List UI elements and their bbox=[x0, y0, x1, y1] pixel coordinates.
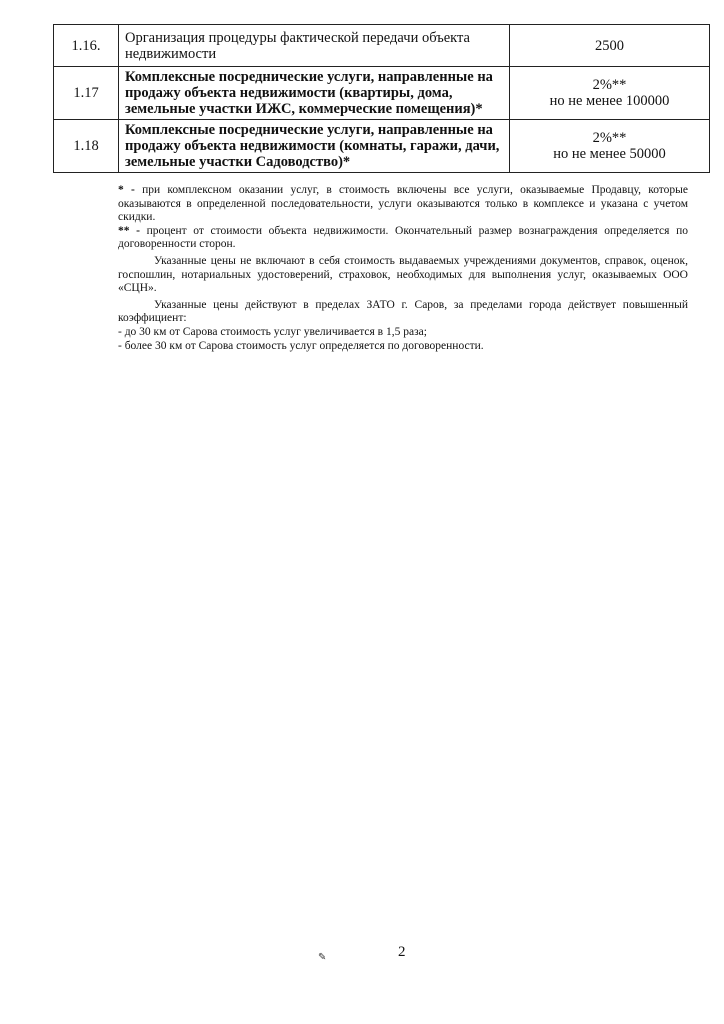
row-number: 1.18 bbox=[54, 120, 119, 173]
service-description: Комплексные посреднические услуги, направленные на продажу объекта недвижимости (комнаты, гаражи, дачи, земельные участки Садоводство)* bbox=[119, 120, 510, 173]
price-minimum: но не менее 100000 bbox=[549, 93, 670, 109]
price-minimum: но не менее 50000 bbox=[553, 146, 666, 162]
price-table bbox=[53, 24, 710, 173]
prices-exclusions-paragraph: Указанные цены не включают в себя стоимость выдаваемых учреждениями документов, справок, оценок, госпошлин, нотариальных удостоверений, страховок, необходимых для выполнения услуг, оказываемых ООО «СЦН». bbox=[118, 254, 688, 295]
price-value: 2%** bbox=[592, 130, 627, 146]
price-value: 2500 bbox=[595, 37, 624, 54]
prices-region-paragraph: Указанные цены действуют в пределах ЗАТО г. Саров, за пределами города действует повышенный коэффициент: bbox=[118, 298, 688, 325]
footnote-text: процент от стоимости объекта недвижимости. Окончательный размер вознаграждения определяется по договоренности сторон. bbox=[118, 224, 688, 251]
price-value: 2%** bbox=[592, 77, 627, 93]
coefficient-item: - более 30 км от Сарова стоимость услуг определяется по договоренности. bbox=[118, 339, 484, 352]
row-number: 1.17 bbox=[54, 67, 119, 120]
coefficient-item: - до 30 км от Сарова стоимость услуг увеличивается в 1,5 раза; bbox=[118, 325, 427, 338]
table-row bbox=[54, 67, 710, 120]
service-price bbox=[510, 120, 710, 173]
pen-mark-icon: ✎ bbox=[318, 952, 327, 963]
footnotes bbox=[118, 184, 688, 353]
row-number: 1.16. bbox=[54, 25, 119, 67]
footnote-mark: * - bbox=[118, 184, 135, 196]
service-description: Комплексные посреднические услуги, направленные на продажу объекта недвижимости (квартиры, дома, земельные участки ИЖС, коммерческие помещения)* bbox=[119, 67, 510, 120]
service-price bbox=[510, 67, 710, 120]
page-number: 2 bbox=[398, 944, 406, 960]
table-row bbox=[54, 120, 710, 173]
footnote-double-asterisk bbox=[118, 225, 688, 252]
service-description: Организация процедуры фактической передачи объекта недвижимости bbox=[119, 25, 510, 67]
footnote-single-asterisk bbox=[118, 184, 688, 225]
footnote-mark: ** - bbox=[118, 224, 140, 237]
table-row bbox=[54, 25, 710, 67]
service-price bbox=[510, 25, 710, 67]
footnote-text: при комплексном оказании услуг, в стоимость включены все услуги, оказываемые Продавцу, которые оказываются в определенной последовательности, услуги оказываются только в комплексе и указана с учетом скидки. bbox=[118, 184, 688, 224]
